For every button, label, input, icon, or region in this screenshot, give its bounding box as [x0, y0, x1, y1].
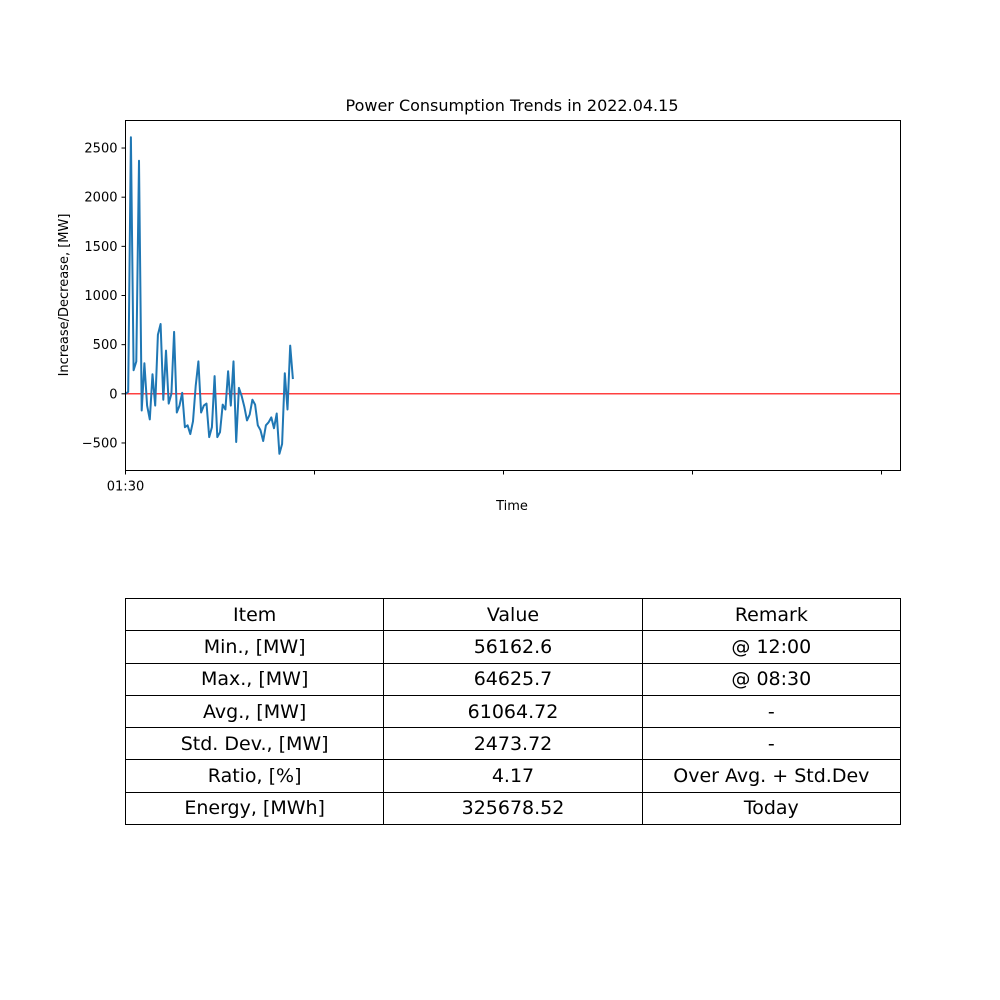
remark-cell: @ 08:30 — [642, 663, 900, 695]
table-header-row — [126, 599, 901, 631]
header-cell-remark: Remark — [642, 599, 900, 631]
item-cell: Min., [MW] — [126, 631, 384, 663]
x-tick-label: 01:30 — [106, 479, 145, 495]
remark-cell: Today — [642, 792, 900, 824]
chart-title: Power Consumption Trends in 2022.04.15 — [345, 96, 679, 115]
value-cell: 325678.52 — [384, 792, 642, 824]
table-row — [126, 631, 901, 663]
y-tick-label: 1500 — [84, 239, 118, 255]
table-row — [126, 695, 901, 727]
y-tick-label: −500 — [81, 436, 118, 452]
remark-cell: - — [642, 728, 900, 760]
table-row — [126, 760, 901, 792]
item-cell: Avg., [MW] — [126, 695, 384, 727]
value-cell: 56162.6 — [384, 631, 642, 663]
x-axis-label: Time — [496, 499, 528, 514]
y-tick-label: 2500 — [84, 141, 118, 157]
y-tick-label: 1000 — [84, 289, 118, 304]
table-row — [126, 663, 901, 695]
remark-cell: - — [642, 695, 900, 727]
item-cell: Max., [MW] — [126, 663, 384, 695]
y-tick-label: 2000 — [84, 190, 118, 206]
item-cell: Std. Dev., [MW] — [126, 728, 384, 760]
plot-frame — [126, 121, 901, 471]
item-cell: Ratio, [%] — [126, 760, 384, 792]
y-axis-label: Increase/Decrease, [MW] — [57, 213, 72, 377]
header-cell-item: Item — [126, 599, 384, 631]
value-cell: 2473.72 — [384, 728, 642, 760]
statistics-table — [125, 598, 901, 825]
y-tick-label: 500 — [92, 338, 118, 354]
series-line — [126, 137, 293, 454]
value-cell: 61064.72 — [384, 695, 642, 727]
y-tick-label: 0 — [109, 387, 118, 403]
remark-cell: @ 12:00 — [642, 631, 900, 663]
remark-cell: Over Avg. + Std.Dev — [642, 760, 900, 792]
header-cell-value: Value — [384, 599, 642, 631]
item-cell: Energy, [MWh] — [126, 792, 384, 824]
table-row — [126, 792, 901, 824]
value-cell: 4.17 — [384, 760, 642, 792]
value-cell: 64625.7 — [384, 663, 642, 695]
table-row — [126, 728, 901, 760]
